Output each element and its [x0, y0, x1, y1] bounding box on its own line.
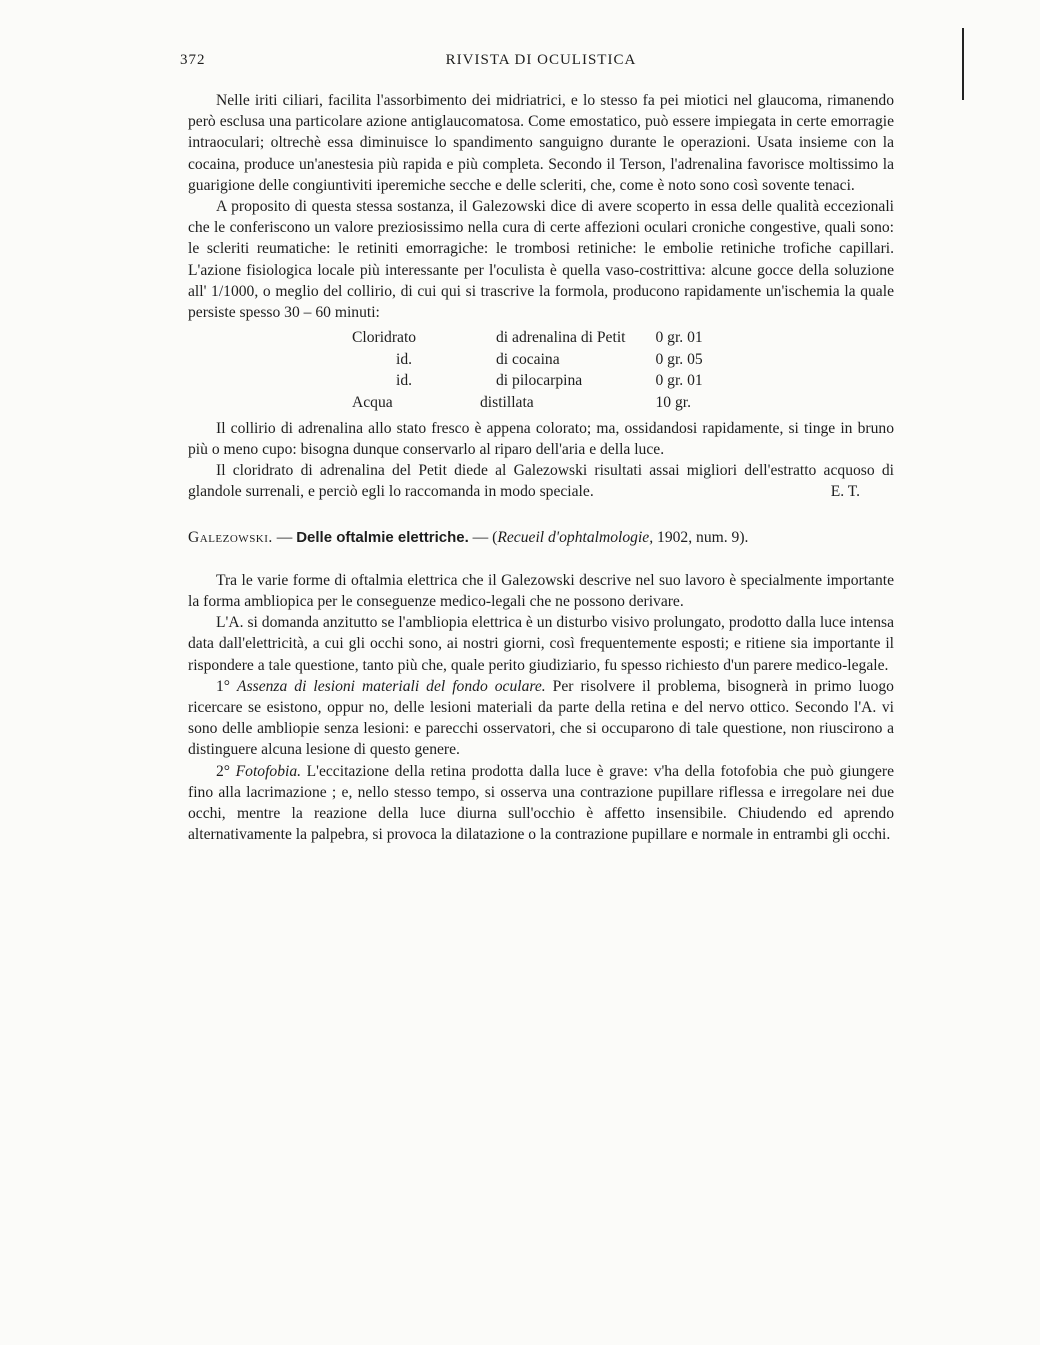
- review-source: Recueil d'ophtalmologie,: [497, 528, 654, 546]
- formula-row: [352, 349, 713, 371]
- numbered-point: [188, 761, 894, 846]
- formula-row: [352, 392, 713, 414]
- point-number: 2°: [216, 762, 231, 780]
- spacer: [188, 548, 894, 570]
- formula-substance: distillata: [480, 394, 534, 412]
- review-dash: —: [272, 528, 297, 546]
- point-text: Per risolvere il problema, bisognerà in primo luogo ricercare se esistono, oppur no, delle lesioni materiali da parte della retina e del nervo ottico. Secondo l'A. vi sono delle ambliopie senza lesioni: e parecchi osservatori, che si occuparono di tale questione, non riuscirono a distinguere alcuna lesione di questo genere.: [188, 677, 894, 759]
- formula-substance: di cocaina: [496, 350, 560, 368]
- review-details: 1902, num. 9).: [653, 528, 749, 546]
- review-dash: — (: [468, 528, 498, 546]
- signature: E. T.: [830, 483, 860, 501]
- formula-quantity: 0 gr. 05: [655, 350, 703, 368]
- paragraph: L'A. si domanda anzitutto se l'ambliopia elettrica è un disturbo visivo prolungato, prodotto dalla luce intensa data dall'elettricità, a cui gli occhi sono, ai nostri giorni, così frequentemente esposti; e ritiene sia importante il rispondere a tale questione, tanto più che, quale perito giudiziario, fu spesso richiesto d'un parere medico-legale.: [188, 614, 894, 674]
- paragraph: Tra le varie forme di oftalmia elettrica che il Galezowski descrive nel suo lavoro è specialmente importante la forma ambliopica per le conseguenze medico-legali che ne possono derivare.: [188, 571, 894, 611]
- page-number: 372: [180, 52, 206, 68]
- prescription-formula: [352, 327, 713, 413]
- formula-substance: di adrenalina di Petit: [496, 329, 626, 347]
- formula-prefix: id.: [396, 350, 413, 368]
- paragraph-text: Il cloridrato di adrenalina del Petit diede al Galezowski risultati assai migliori dell'estratto acquoso di glandole surrenali, e perciò egli lo raccomanda in modo speciale.: [188, 462, 894, 501]
- formula-substance: di pilocarpina: [496, 372, 583, 390]
- formula-prefix: Acqua: [352, 394, 393, 412]
- formula-row: [352, 370, 713, 392]
- review-heading: [188, 527, 894, 548]
- formula-prefix: id.: [396, 372, 413, 390]
- running-header: [180, 50, 894, 76]
- document-page: [180, 50, 894, 845]
- formula-row: [352, 327, 713, 349]
- formula-quantity: 10 gr.: [655, 394, 692, 412]
- point-number: 1°: [216, 677, 231, 695]
- numbered-point: [188, 676, 894, 761]
- paragraph: Il collirio di adrenalina allo stato fresco è appena colorato; ma, ossidandosi rapidamente, si tinge in bruno più o meno cupo: bisogna dunque conservarlo al riparo dell'aria e della luce.: [188, 419, 894, 458]
- review-title: Delle oftalmie elettriche.: [296, 528, 469, 546]
- formula-quantity: 0 gr. 01: [655, 329, 703, 347]
- formula-quantity: 0 gr. 01: [655, 372, 703, 390]
- paragraph: Nelle iriti ciliari, facilita l'assorbimento dei midriatrici, e lo stesso fa pei miotici nel glaucoma, rimanendo però esclusa una particolare azione antiglaucomatosa. Come emostatico, può essere impiegata in certe emorragie intraoculari; oltrechè essa diminuisce lo spandimento sanguigno durante le operazioni. Usata insieme con la cocaina, produce un'anestesia più rapida e più completa. Secondo il Terson, l'adrenalina favorisce moltissimo la guarigione delle congiuntiviti iperemiche secche e delle scleriti, che, come è noto sono così sovente tenaci.: [188, 92, 894, 194]
- journal-title: RIVISTA DI OCULISTICA: [445, 52, 637, 68]
- point-text: L'eccitazione della retina prodotta dalla luce è grave: v'ha della fotofobia che può giungere fino alla lacrimazione ; e, nello stesso tempo, si osserva una contrazione pupillare riflessa e irregolare nei due occhi, mentre la reazione della luce diurna sull'occhio è affetto insensibile. Chiudendo ed aprendo alternativamente la palpebra, si provoca la dilatazione o la contrazione pupillare e normale in entrambi gli occhi.: [188, 762, 894, 844]
- paragraph: A proposito di questa stessa sostanza, il Galezowski dice di avere scoperto in essa delle qualità eccezionali che le conferiscono un valore preziosissimo nella cura di certe affezioni oculari croniche congestive, quali sono: le scleriti reumatiche: le retiniti emorragiche: le trombosi retiniche: le embolie retiniche trofiche capillari. L'azione fisiologica locale più interessante per l'oculista è quella vaso-costrittiva: alcune gocce della soluzione all' 1/1000, o meglio del collirio, di cui qui si trascrive la formola, producono rapidamente un'ischemia la quale persiste spesso 30 – 60 minuti:: [188, 198, 894, 322]
- point-heading: Assenza di lesioni materiali del fondo oculare.: [237, 677, 546, 695]
- page-edge-line: [962, 28, 964, 100]
- review-author: Galezowski.: [188, 528, 273, 546]
- point-heading: Fotofobia.: [235, 762, 302, 780]
- formula-prefix: Cloridrato: [352, 329, 417, 347]
